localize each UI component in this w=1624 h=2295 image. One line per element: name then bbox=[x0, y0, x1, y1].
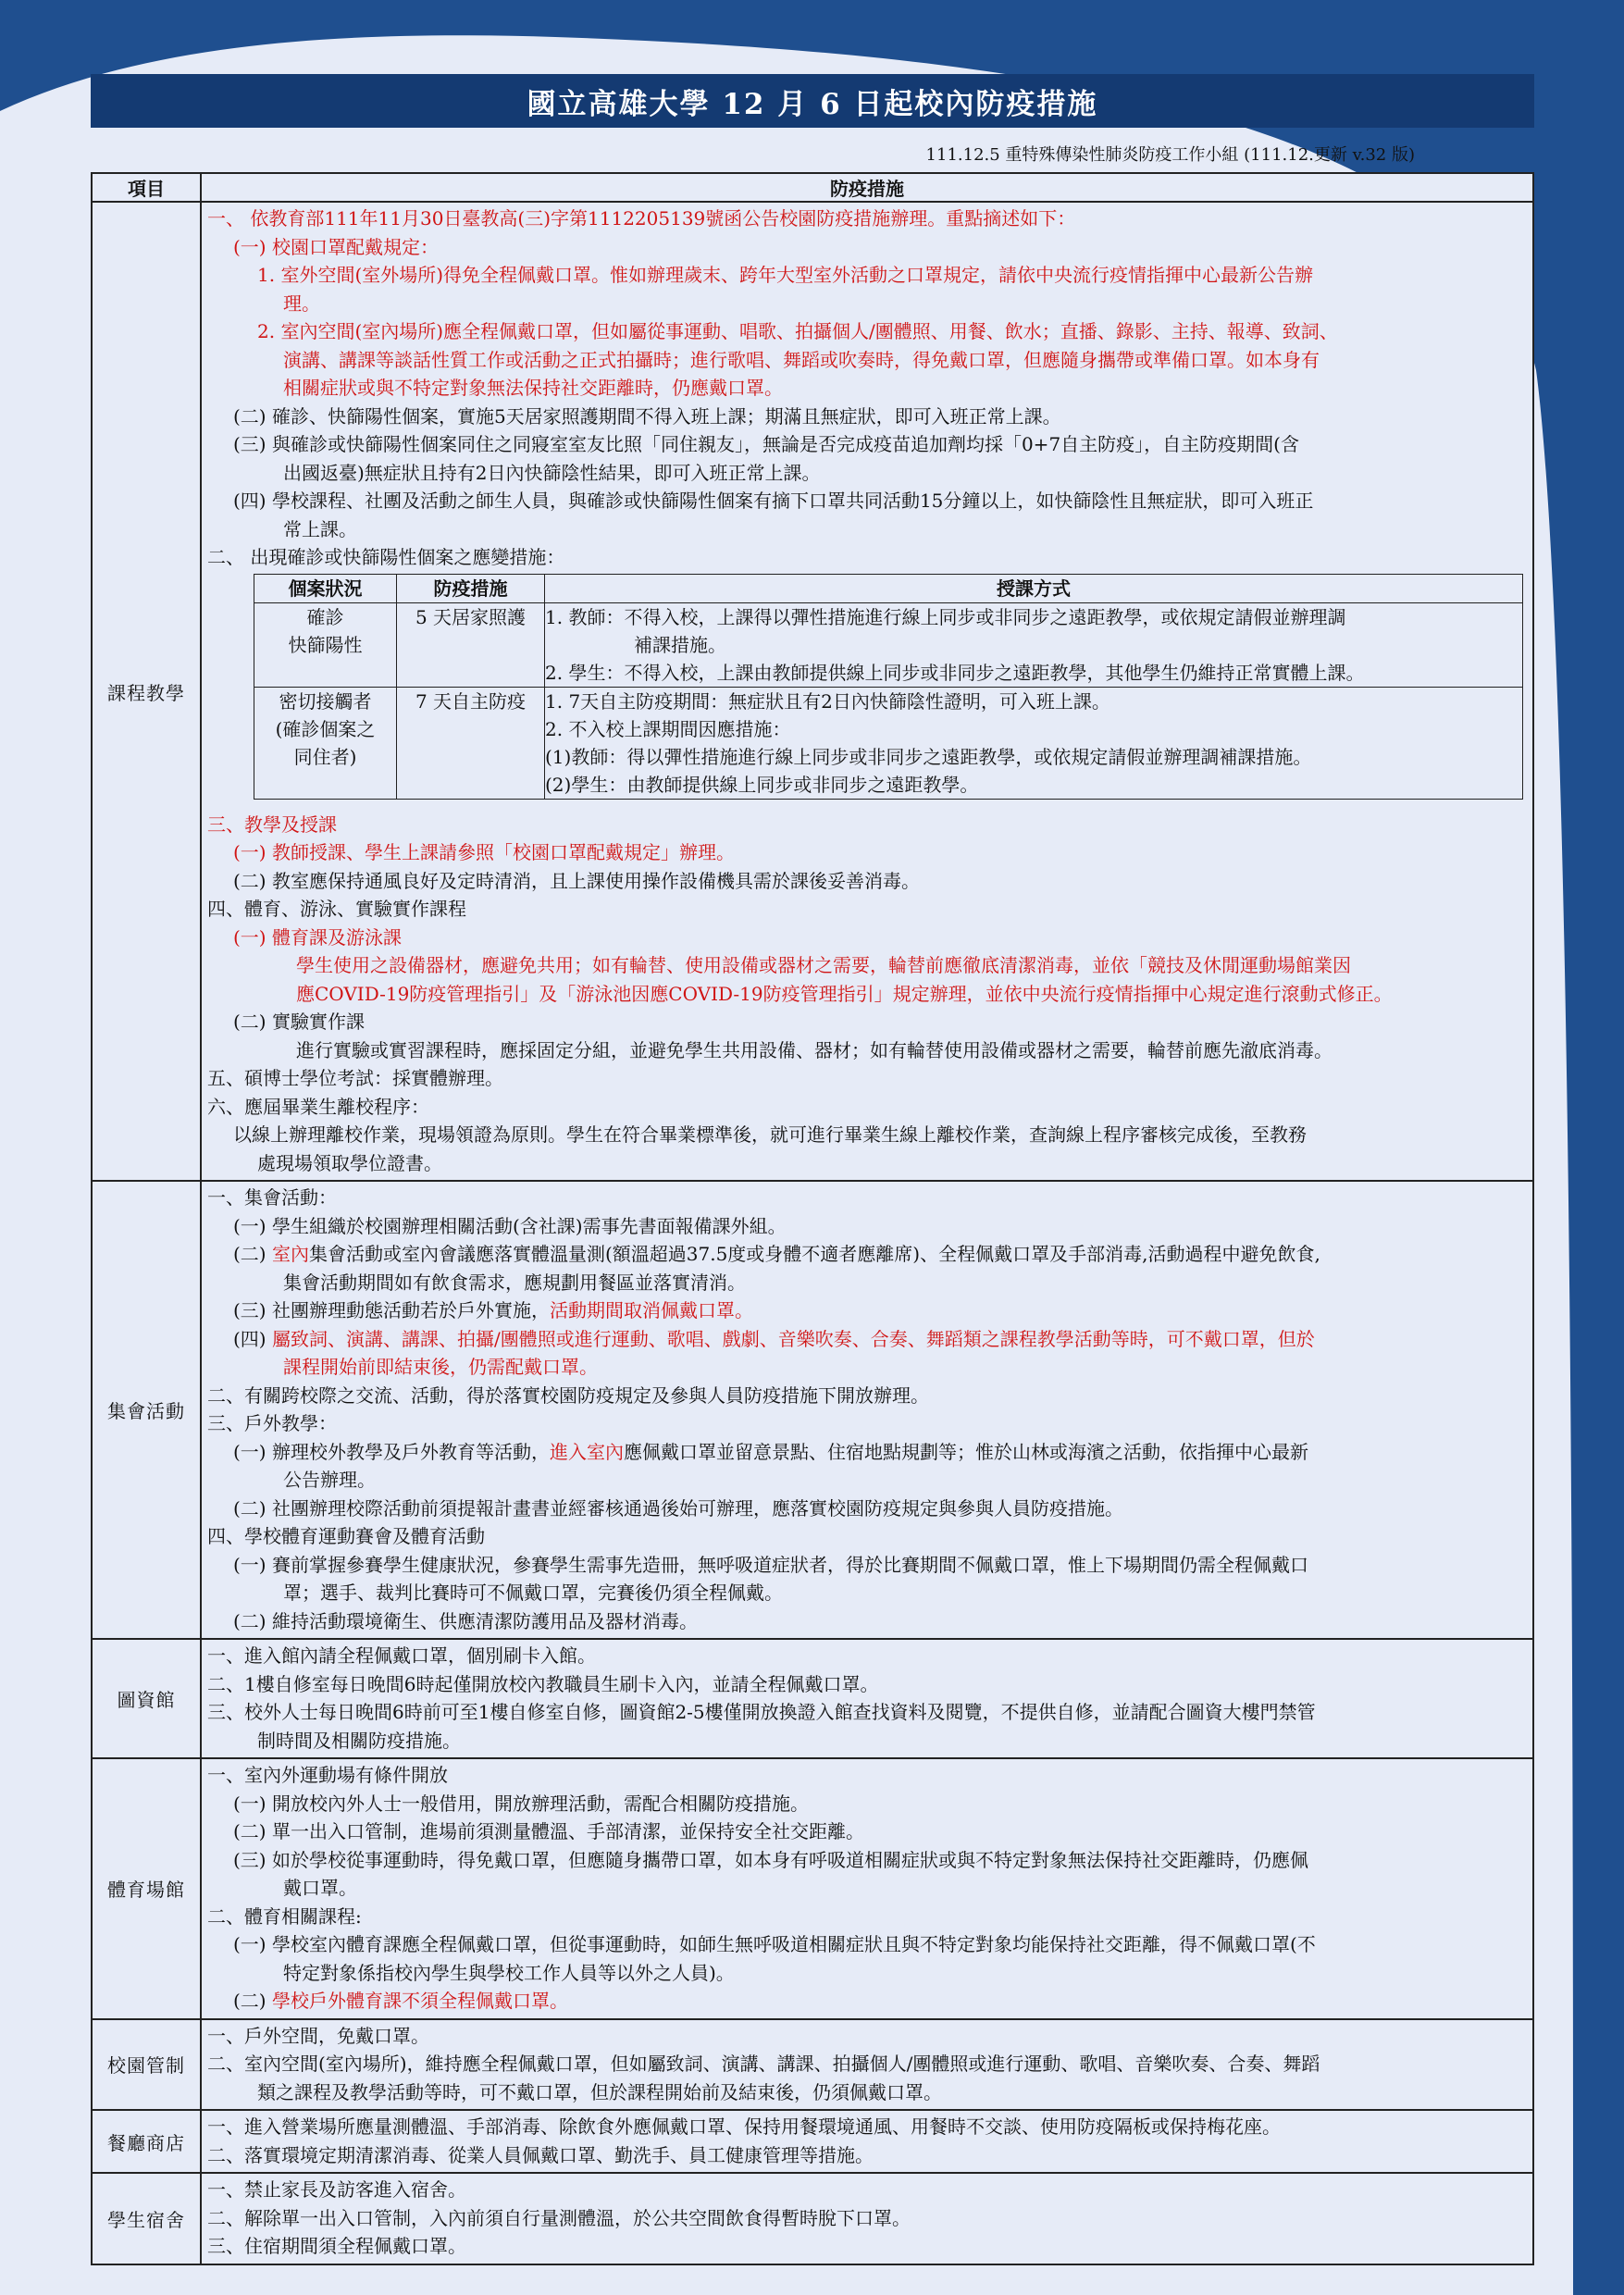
measure-line bbox=[207, 2050, 1527, 2078]
measure-line bbox=[207, 1551, 1527, 1580]
measure-text: 一、室內外運動場有條件開放 bbox=[207, 1764, 448, 1786]
teaching-method-line: (2)學生：由教師提供線上同步或非同步之遠距教學。 bbox=[545, 773, 979, 796]
measure-line bbox=[207, 1817, 1527, 1846]
measure-line: (三) 與確診或快篩陽性個案同住之同寢室室友比照「同住親友」，無論是否完成疫苗追加劑均採「0+7自主防疫」，自主防疫期間(含 bbox=[233, 433, 1299, 455]
measure-line bbox=[207, 2232, 1527, 2261]
case-status-line: 快篩陽性 bbox=[288, 633, 363, 656]
section-row bbox=[92, 2173, 1533, 2264]
section-row bbox=[92, 1639, 1533, 1758]
measure-line: (一) 體育課及游泳課 bbox=[233, 925, 402, 949]
measure-line: (一) 教師授課、學生上課請參照「校園口罩配戴規定」辦理。 bbox=[233, 841, 735, 863]
measure-line bbox=[207, 1903, 1527, 1931]
measure-line bbox=[207, 2204, 1527, 2233]
measure-line: 相關症狀或與不特定對象無法保持社交距離時，仍應戴口罩。 bbox=[283, 377, 783, 399]
measure-text: 二、有關跨校際之交流、活動，得於落實校園防疫規定及參與人員防疫措施下開放辦理。 bbox=[207, 1383, 929, 1407]
case-table-row bbox=[254, 602, 1523, 687]
measure-text: 公告辦理。 bbox=[283, 1469, 376, 1491]
measure-line bbox=[207, 1438, 1527, 1467]
header-item: 項目 bbox=[92, 173, 201, 202]
page-title-bar bbox=[91, 74, 1534, 128]
measure-line: 以線上辦理離校作業，現場領證為原則。學生在符合畢業標準後，就可進行畢業生線上離校作業，查詢線上程序審核完成後，至教務 bbox=[233, 1123, 1307, 1146]
measure-text: (一) 辦理校外教學及戶外教育等活動， bbox=[233, 1440, 550, 1463]
measure-line bbox=[207, 1874, 1527, 1903]
measure-text: (四) bbox=[233, 1327, 272, 1350]
teaching-method-line: 1. 7天自主防疫期間：無症狀且有2日內快篩陰性證明，可入班上課。 bbox=[545, 689, 1110, 713]
measure-text: 罩；選手、裁判比賽時可不佩戴口罩，完賽後仍須全程佩戴。 bbox=[283, 1582, 783, 1604]
case-table-header-cell: 防疫措施 bbox=[397, 574, 545, 602]
measure-line: 2. 室內空間(室內場所)應全程佩戴口罩，但如屬從事運動、唱歌、拍攝個人/團體照、用餐、飲水；直播、錄影、主持、報導、致詞、 bbox=[257, 320, 1338, 342]
measure-text: (二) bbox=[233, 1990, 272, 2012]
measure-line bbox=[207, 1466, 1527, 1495]
measure-line bbox=[207, 1522, 1527, 1551]
measure-text: (三) 社團辦理動態活動若於戶外實施， bbox=[233, 1299, 550, 1321]
measure-line bbox=[207, 2113, 1527, 2141]
measure-text: 集會活動或室內會議應落實體溫量測(額溫超過37.5度或身體不適者應離席)、全程佩戴口罩及手部消毒,活動過程中避免飲食, bbox=[308, 1243, 1320, 1265]
measure-text: 二、落實環境定期清潔消毒、從業人員佩戴口罩、勤洗手、員工健康管理等措施。 bbox=[207, 2143, 874, 2166]
measure-line bbox=[207, 2176, 1527, 2204]
measure-text: (二) 社團辦理校際活動前須提報計畫書並經審核通過後始可辦理，應落實校園防疫規定與參與人員防疫措施。 bbox=[233, 1496, 1123, 1520]
measure-text: (二) 維持活動環境衛生、供應清潔防護用品及器材消毒。 bbox=[233, 1609, 698, 1632]
section-category: 體育場館 bbox=[92, 1758, 201, 2019]
measure-line bbox=[207, 2078, 1527, 2107]
measure-line: 演講、講課等談話性質工作或活動之正式拍攝時；進行歌唱、舞蹈或吹奏時，得免戴口罩，但應隨身攜帶或準備口罩。如本身有 bbox=[283, 348, 1320, 371]
section-content bbox=[201, 2173, 1533, 2264]
measure-line: 應COVID-19防疫管理指引」及「游泳池因應COVID-19防疫管理指引」規定辦理，並依中央流行疫情指揮中心規定進行滾動式修正。 bbox=[296, 982, 1393, 1005]
measure-line bbox=[207, 1790, 1527, 1818]
measure-line bbox=[207, 2141, 1527, 2170]
measure-line: 學生使用之設備器材，應避免共用；如有輪替、使用設備或器材之需要，輪替前應徹底清潔消毒，並依「競技及休閒運動場館業因 bbox=[296, 954, 1351, 976]
section-category: 集會活動 bbox=[92, 1181, 201, 1639]
section-category: 學生宿舍 bbox=[92, 2173, 201, 2264]
case-status-line: 密切接觸者 bbox=[279, 689, 372, 713]
measure-line: (四) 學校課程、社團及活動之師生人員，與確診或快篩陽性個案有摘下口罩共同活動15分鐘以上，如快篩陰性且無症狀，即可入班正 bbox=[233, 490, 1314, 512]
case-table-row bbox=[254, 687, 1523, 799]
section-content bbox=[201, 1758, 1533, 2019]
measure-text: 課程開始前即結束後，仍需配戴口罩。 bbox=[283, 1356, 598, 1378]
case-status-line: 同住者) bbox=[293, 745, 357, 768]
case-measure: 5 天居家照護 bbox=[397, 602, 545, 687]
measure-line bbox=[207, 1579, 1527, 1607]
case-teaching-method bbox=[545, 602, 1523, 687]
section-content bbox=[201, 1181, 1533, 1639]
section-row bbox=[92, 1181, 1533, 1639]
measure-text: 集會活動期間如有飲食需求，應規劃用餐區並落實清消。 bbox=[283, 1271, 746, 1294]
case-status bbox=[254, 687, 397, 799]
measure-line bbox=[207, 1184, 1527, 1212]
measure-text: 三、住宿期間須全程佩戴口罩。 bbox=[207, 2235, 466, 2257]
section-content bbox=[201, 2019, 1533, 2111]
measure-line bbox=[207, 1212, 1527, 1241]
measure-line bbox=[207, 1607, 1527, 1636]
measure-line: (一) 校園口罩配戴規定： bbox=[233, 235, 439, 258]
teaching-method-line: 補課措施。 bbox=[634, 633, 726, 656]
measure-line bbox=[207, 1987, 1527, 2016]
measure-text: (三) 如於學校從事運動時，得免戴口罩，但應隨身攜帶口罩，如本身有呼吸道相關症狀或與不特定對象無法保持社交距離時，仍應佩 bbox=[233, 1848, 1308, 1871]
measure-line: 三、教學及授課 bbox=[207, 813, 337, 836]
version-note: 111.12.5 重特殊傳染性肺炎防疫工作小組 (111.12.更新 v.32 版) bbox=[925, 145, 1415, 165]
measure-text: 二、體育相關課程: bbox=[207, 1904, 362, 1928]
case-measure: 7 天自主防疫 bbox=[397, 687, 545, 799]
case-teaching-method bbox=[545, 687, 1523, 799]
measure-text: 一、戶外空間，免戴口罩。 bbox=[207, 2024, 429, 2047]
measure-line: 常上課。 bbox=[283, 517, 357, 540]
measure-line: 處現場領取學位證書。 bbox=[257, 1151, 442, 1174]
section-category: 餐廳商店 bbox=[92, 2110, 201, 2173]
measure-text: 進入室內 bbox=[549, 1440, 624, 1463]
measure-text: 二、1樓自修室每日晚間6時起僅開放校內教職員生刷卡入內，並請全程佩戴口罩。 bbox=[207, 1672, 879, 1695]
case-table-header-cell: 授課方式 bbox=[545, 574, 1523, 602]
measure-line bbox=[207, 1727, 1527, 1755]
case-status bbox=[254, 602, 397, 687]
page-title: 國立高雄大學 12 月 6 日起校內防疫措施 bbox=[527, 87, 1098, 121]
section-content bbox=[201, 2110, 1533, 2173]
measure-text: 三、戶外教學： bbox=[207, 1412, 337, 1434]
measure-line bbox=[207, 1930, 1527, 1959]
section-content bbox=[201, 1639, 1533, 1758]
measure-line bbox=[207, 1382, 1527, 1410]
measure-text: 戴口罩。 bbox=[283, 1877, 357, 1899]
section-category: 圖資館 bbox=[92, 1639, 201, 1758]
measure-line bbox=[207, 1409, 1527, 1438]
measure-line: (二) 教室應保持通風良好及定時清消，且上課使用操作設備機具需於課後妥善消毒。 bbox=[233, 869, 920, 892]
measure-line: 進行實驗或實習課程時，應採固定分組，並避免學生共用設備、器材；如有輪替使用設備或器材之需要，輪替前應先澈底消毒。 bbox=[296, 1038, 1333, 1061]
measure-text: 二、室內空間(室內場所)，維持應全程佩戴口罩，但如屬致詞、演講、講課、拍攝個人/團體照或進行運動、歌唱、音樂吹奏、合奏、舞蹈 bbox=[207, 2053, 1320, 2075]
section-content bbox=[201, 202, 1533, 1181]
measure-text: 一、集會活動： bbox=[207, 1186, 337, 1209]
table-header-row bbox=[92, 173, 1533, 202]
measure-line bbox=[207, 1761, 1527, 1790]
measure-text: 制時間及相關防疫措施。 bbox=[257, 1729, 461, 1752]
teaching-method-line: 2. 學生：不得入校，上課由教師提供線上同步或非同步之遠距教學，其他學生仍維持正常實體上課。 bbox=[545, 661, 1365, 684]
measure-line: 五、碩博士學位考試：採實體辦理。 bbox=[207, 1067, 503, 1089]
measure-line: (二) 實驗實作課 bbox=[233, 1011, 365, 1033]
measure-text: 室內 bbox=[271, 1243, 309, 1265]
measure-line: 四、體育、游泳、實驗實作課程 bbox=[207, 898, 466, 920]
measure-line bbox=[207, 1642, 1527, 1670]
teaching-method-line: 2. 不入校上課期間因應措施： bbox=[545, 717, 791, 740]
header-measures: 防疫措施 bbox=[201, 173, 1533, 202]
section-category: 課程教學 bbox=[92, 202, 201, 1181]
measure-text: 活動期間取消佩戴口罩。 bbox=[549, 1299, 753, 1321]
section-category: 校園管制 bbox=[92, 2019, 201, 2111]
section-row bbox=[92, 2019, 1533, 2111]
measure-line bbox=[207, 1269, 1527, 1297]
measure-text: 學校戶外體育課不須全程佩戴口罩。 bbox=[271, 1990, 568, 2012]
measure-line: 一、 依教育部111年11月30日臺教高(三)字第1112205139號函公告校園防疫措施辦理。重點摘述如下： bbox=[207, 207, 1076, 230]
measure-line bbox=[207, 2022, 1527, 2051]
measure-text: (一) 賽前掌握參賽學生健康狀況，參賽學生需事先造冊，無呼吸道症狀者，得於比賽期間不佩戴口罩，惟上下場期間仍需全程佩戴口 bbox=[233, 1553, 1308, 1576]
measure-line: (二) 確診、快篩陽性個案，實施5天居家照護期間不得入班上課；期滿且無症狀，即可入班正常上課。 bbox=[233, 404, 1061, 428]
case-response-table bbox=[254, 574, 1523, 800]
case-status-line: (確診個案之 bbox=[275, 717, 376, 740]
measure-text: 一、禁止家長及訪客進入宿舍。 bbox=[207, 2178, 466, 2201]
measure-line bbox=[207, 1670, 1527, 1699]
measure-text: 四、學校體育運動賽會及體育活動 bbox=[207, 1525, 485, 1547]
measure-line bbox=[207, 1325, 1527, 1354]
measure-line bbox=[207, 1495, 1527, 1523]
measure-text: 屬致詞、演講、講課、拍攝/團體照或進行運動、歌唱、戲劇、音樂吹奏、合奏、舞蹈類之課程教學活動等時，可不戴口罩，但於 bbox=[271, 1327, 1315, 1350]
measure-text: (一) 學生組織於校園辦理相關活動(含社課)需事先書面報備課外組。 bbox=[233, 1214, 787, 1237]
section-row bbox=[92, 2110, 1533, 2173]
measure-line: 二、 出現確診或快篩陽性個案之應變措施： bbox=[207, 546, 565, 568]
measure-line bbox=[207, 1698, 1527, 1727]
measure-text: (二) bbox=[233, 1243, 272, 1265]
measure-text: (一) 開放校內外人士一般借用，開放辦理活動，需配合相關防疫措施。 bbox=[233, 1792, 809, 1815]
measure-text: 二、解除單一出入口管制，入內前須自行量測體溫，於公共空間飲食得暫時脫下口罩。 bbox=[207, 2206, 911, 2229]
measure-text: 三、校外人士每日晚間6時前可至1樓自修室自修，圖資館2-5樓僅開放換證入館查找資料及閱覽，不提供自修，並請配合圖資大樓門禁管 bbox=[207, 1701, 1316, 1723]
measure-text: 應佩戴口罩並留意景點、住宿地點規劃等；惟於山林或海濱之活動，依指揮中心最新 bbox=[623, 1440, 1308, 1463]
section-row bbox=[92, 1758, 1533, 2019]
section-row bbox=[92, 202, 1533, 1181]
measure-text: 一、進入營業場所應量測體溫、手部消毒、除飲食外應佩戴口罩、保持用餐環境通風、用餐時不交談、使用防疫隔板或保持梅花座。 bbox=[207, 2115, 1281, 2138]
measure-line bbox=[207, 1846, 1527, 1875]
case-status-line: 確診 bbox=[306, 605, 344, 628]
measure-text: (一) 學校室內體育課應全程佩戴口罩，但從事運動時，如師生無呼吸道相關症狀且與不特定對象均能保持社交距離，得不佩戴口罩(不 bbox=[233, 1933, 1316, 1955]
measures-table bbox=[91, 172, 1534, 2265]
case-table-header bbox=[254, 574, 1523, 602]
measure-text: 一、進入館內請全程佩戴口罩，個別刷卡入館。 bbox=[207, 1644, 596, 1667]
teaching-method-line: (1)教師：得以彈性措施進行線上同步或非同步之遠距教學，或依規定請假並辦理調補課措施。 bbox=[545, 745, 1312, 768]
case-table-header-cell: 個案狀況 bbox=[254, 574, 397, 602]
measure-line bbox=[207, 1296, 1527, 1325]
measure-line bbox=[207, 1959, 1527, 1988]
measure-line bbox=[207, 1240, 1527, 1269]
measure-line: 出國返臺)無症狀且持有2日內快篩陰性結果，即可入班正常上課。 bbox=[283, 461, 821, 484]
teaching-method-line: 1. 教師：不得入校，上課得以彈性措施進行線上同步或非同步之遠距教學，或依規定請假並辦理調 bbox=[545, 605, 1346, 628]
measure-text: 類之課程及教學活動等時，可不戴口罩，但於課程開始前及結束後，仍須佩戴口罩。 bbox=[257, 2080, 942, 2103]
measure-text: 特定對象係指校內學生與學校工作人員等以外之人員)。 bbox=[283, 1961, 735, 1984]
measure-line: 1. 室外空間(室外場所)得免全程佩戴口罩。惟如辦理歲末、跨年大型室外活動之口罩規定，請依中央流行疫情指揮中心最新公告辦 bbox=[257, 264, 1314, 286]
measure-line: 六、應屆畢業生離校程序： bbox=[207, 1095, 429, 1118]
measure-text: (二) 單一出入口管制，進場前須測量體溫、手部清潔，並保持安全社交距離。 bbox=[233, 1820, 864, 1842]
measure-line: 理。 bbox=[283, 292, 320, 315]
measure-line bbox=[207, 1353, 1527, 1382]
